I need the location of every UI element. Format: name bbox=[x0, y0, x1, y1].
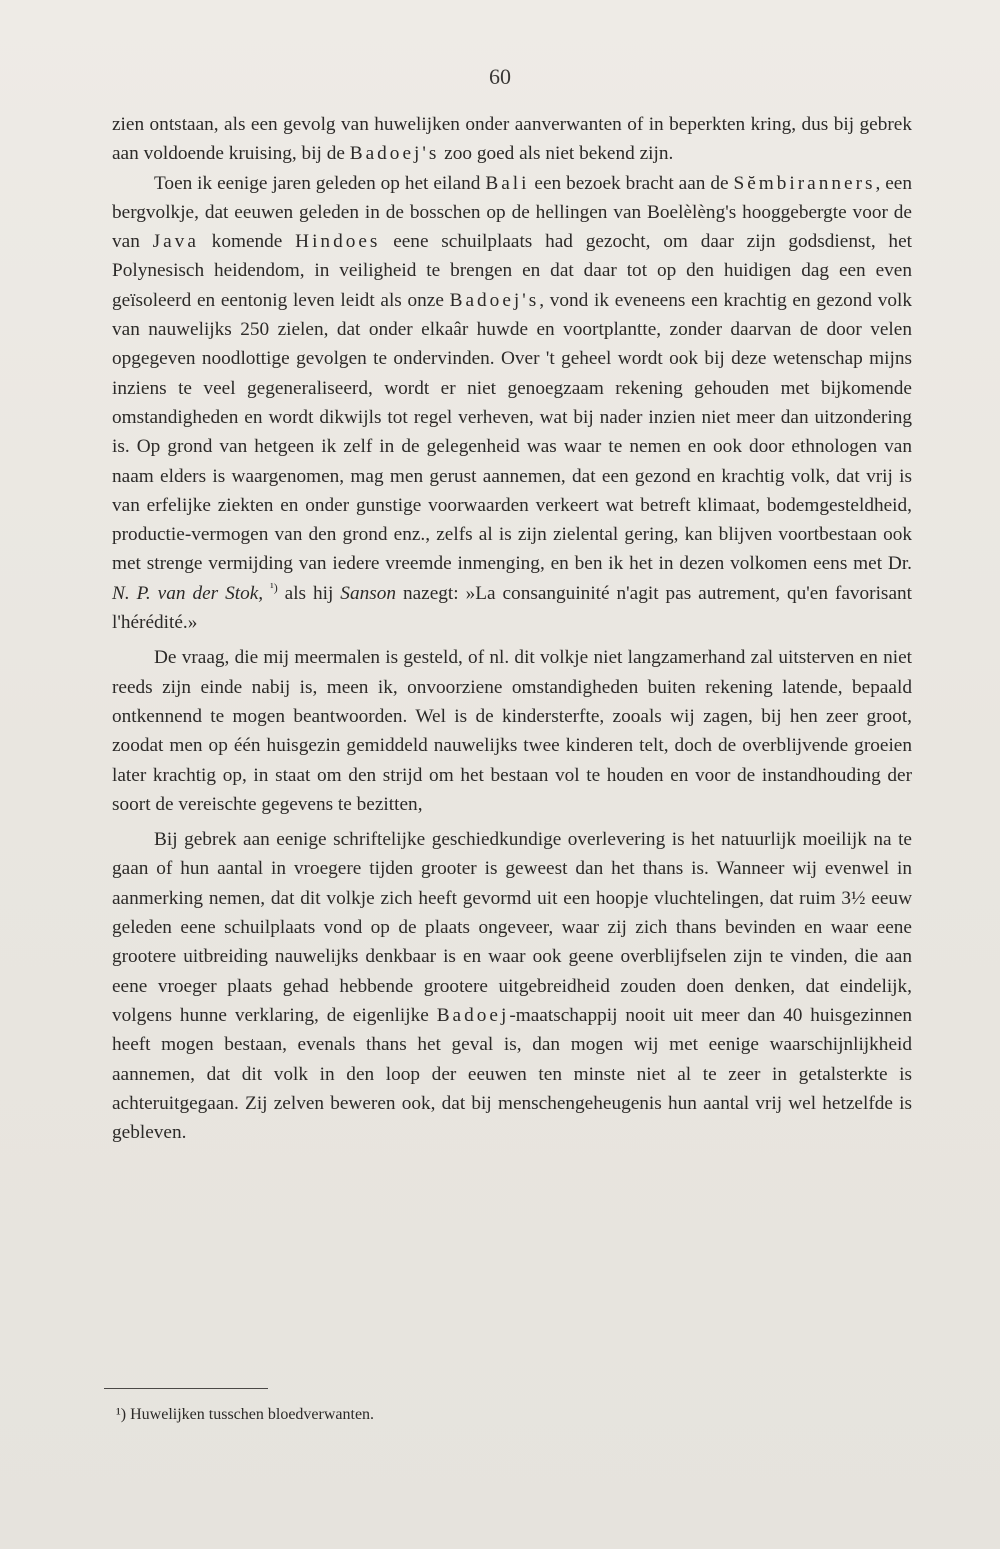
text-run: Toen ik eenige jaren geleden op het eiland bbox=[154, 172, 486, 194]
text-run: eene schuilplaats had gezocht, om daar zijn godsdienst, het Polynesisch heidendom, in veiligheid te brengen en dat daar tot op den huidigen dag een even geïsoleerd en eentonig leven leidt als onze bbox=[112, 231, 912, 311]
paragraph-3 bbox=[112, 643, 912, 819]
text-run: komende bbox=[198, 231, 296, 253]
text-run: nazegt: »La consanguinité n'agit pas autrement, qu'en favorisant l'hérédité.» bbox=[112, 582, 912, 634]
text-run: Bij gebrek aan eenige schriftelijke geschiedkundige overlevering is het natuurlijk moeilijk na te gaan of hun aantal in vroegere tijden grooter is geweest dan het thans is. Wanneer wij evenwel in aanmerking nemen, dat dit volkje zich heeft gevormd uit een hoopje vluchtelingen, dat ruim 3½ eeuw geleden eene schuilplaats vond op de plaats ongeveer, waar zij zich thans bevinden en waar eene grootere uitbreiding nauwelijks denkbaar is en waar ook geene overblijfselen zijn te vinden, die aan eene vroeger plaats gehad hebbende grootere uitgebreidheid zouden doen denken, dat eindelijk, volgens hunne verklaring, de eigenlijke bbox=[112, 829, 912, 1026]
text-run: Sĕmbiranners bbox=[733, 172, 876, 194]
text-run: zoo goed als niet bekend zijn. bbox=[439, 143, 674, 165]
page-number: 60 bbox=[489, 64, 511, 89]
paragraph-1 bbox=[112, 110, 912, 169]
text-run: , een bergvolkje, dat eeuwen geleden in de bosschen op de hellingen van Boelèlèng's hooggebergte voor de van bbox=[112, 172, 912, 253]
footnote: ¹) Huwelijken tusschen bloedverwanten. bbox=[116, 1406, 375, 1423]
text-run: Bali bbox=[485, 172, 530, 194]
paragraph-2 bbox=[112, 169, 912, 638]
text-run: Badoej bbox=[436, 1004, 510, 1026]
paragraph-4 bbox=[112, 825, 912, 1147]
text-run: ¹) bbox=[270, 580, 278, 595]
text-run: De vraag, die mij meermalen is gesteld, of nl. dit volkje niet langzamerhand zal uitsterven en niet reeds zijn einde nabij is, meen ik, onvoorziene omstandigheden buiten rekening latende, bepaald ontkennend te mogen beantwoorden. Wel is de kindersterfte, zooals wij zagen, bij hen zeer groot, zoodat men op één huisgezin gemiddeld nauwelijks twee kinderen telt, doch de overblijvende groeien later krachtig op, in staat om den strijd om het bestaan vol te houden en voor de instandhouding der soort de vereischte gegevens te bezitten, bbox=[112, 647, 912, 815]
text-run: Java bbox=[152, 231, 199, 253]
text-run: , vond ik eveneens een krachtig en gezond volk van nauwelijks 250 zielen, dat onder elkaâr huwde en voortplantte, zonder daarvan de door velen opgegeven noodlottige gevolgen te ondervinden. Over 't geheel wordt ook bij deze wetenschap mijns inziens te veel gegeneraliseerd, wordt er niet genoegzaam rekening gehouden met bijkomende omstandigheden en wordt dikwijls tot regel verheven, wat bij nader inzien niet meer dan uitzondering is. Op grond van hetgeen ik zelf in de gelegenheid was waar te nemen en ook door ethnologen van naam elders is waargenomen, mag men gerust aannemen, dat een gezond en krachtig volk, dat vrij is van erfelijke ziekten en onder gunstige voorwaarden verkeert wat betreft klimaat, bodemgesteldheid, productie-vermogen van den grond enz., zelfs al is zijn zielental gering, kan blijven voortbestaan ook met strenge vermijding van iedere vreemde inmenging, en ben ik het in dezen volkomen eens met Dr. bbox=[112, 289, 913, 575]
text-run: Hindoes bbox=[295, 231, 381, 253]
text-run: zien ontstaan, als een gevolg van huwelijken onder aanverwanten of in beperkten kring, dus bij gebrek aan voldoende kruising, bij de bbox=[112, 114, 912, 165]
text-run: als hij bbox=[277, 582, 341, 604]
text-run: Badoej's bbox=[449, 289, 540, 311]
text-run: Badoej's bbox=[349, 143, 440, 165]
body-text bbox=[112, 110, 912, 1147]
text-run: Sanson bbox=[340, 582, 397, 604]
footnote-divider bbox=[104, 1388, 268, 1389]
text-run: een bezoek bracht aan de bbox=[529, 172, 734, 194]
text-run: -maatschappij nooit uit meer dan 40 huisgezinnen heeft mogen bestaan, evenals thans het geval is, dan mogen wij met eenige waarschijnlijkheid aannemen, dat dit volk in den loop der eeuwen ten minste niet al te zeer in getalsterkte is achteruitgegaan. Zij zelven beweren ook, dat bij menschengeheugenis hun aantal vrij wel hetzelfde is gebleven. bbox=[112, 1004, 912, 1144]
text-run: N. P. van der Stok, bbox=[112, 582, 264, 604]
